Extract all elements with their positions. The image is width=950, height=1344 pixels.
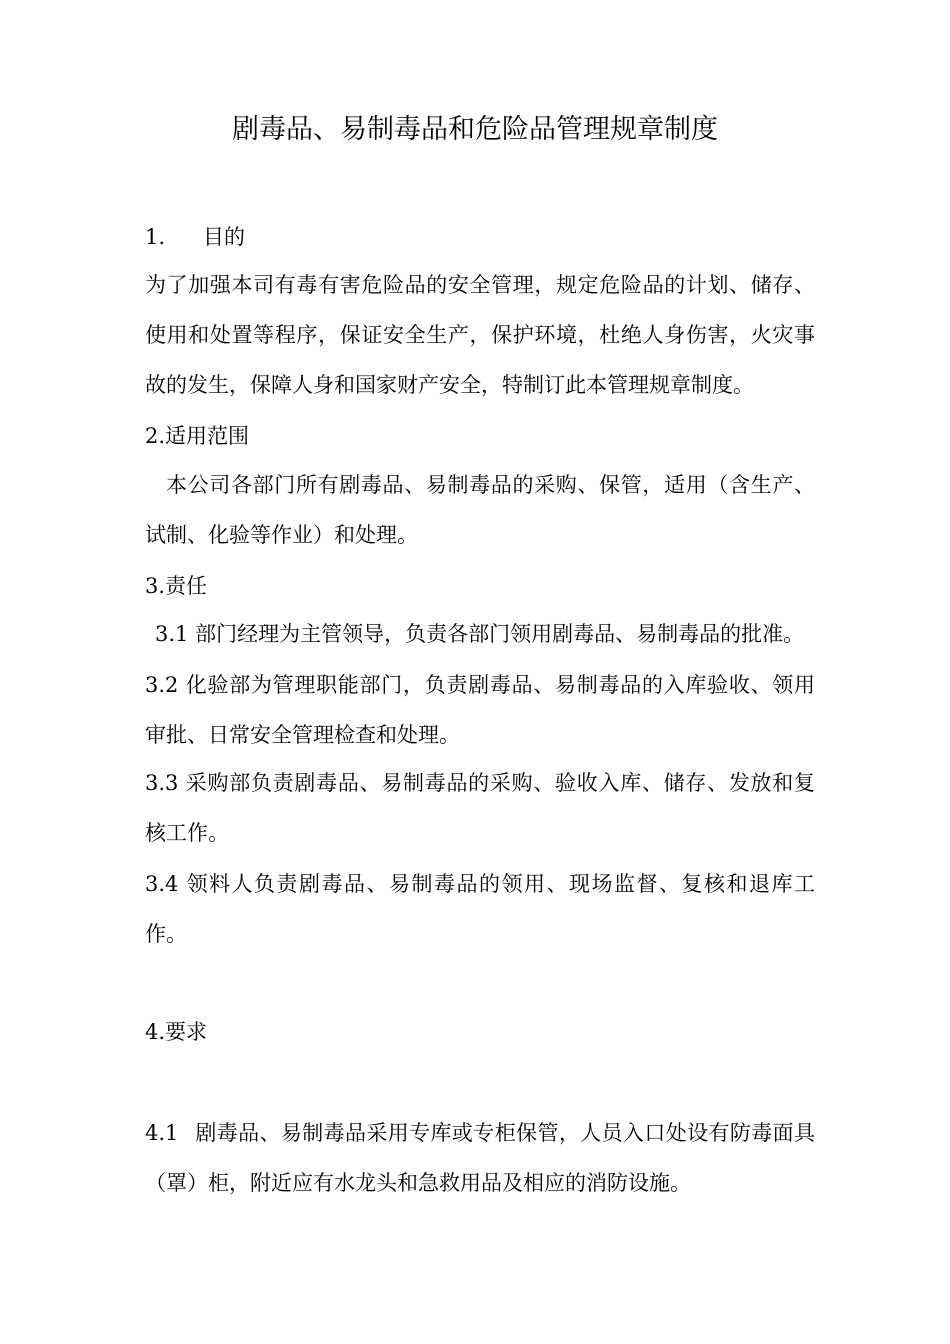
section-2-paragraph: 本公司各部门所有剧毒品、易制毒品的采购、保管，适用（含生产、试制、化验等作业）和处理。 [145,473,815,547]
section-1-heading [145,222,245,252]
section-4-item-4-1-text: 剧毒品、易制毒品采用专库或专柜保管，人员入口处设有防毒面具（罩）柜，附近应有水龙头和急救用品及相应的消防设施。 [145,1121,815,1195]
section-1-number: 1. [145,225,166,249]
section-3-item-3-2: 3.2 化验部为管理职能部门，负责剧毒品、易制毒品的入库验收、领用审批、日常安全管理检查和处理。 [145,673,815,747]
section-3-item-3-4: 3.4 领料人负责剧毒品、易制毒品的领用、现场监督、复核和退库工作。 [145,872,815,946]
section-3-item-3-1: 3.1 部门经理为主管领导，负责各部门领用剧毒品、易制毒品的批准。 [155,622,805,646]
section-4-item-4-1 [145,1108,815,1208]
section-4-item-4-1-number: 4.1 [145,1121,179,1145]
section-1-title: 目的 [203,225,245,249]
section-3-heading: 3.责任 [145,574,208,598]
section-4-heading: 4.要求 [145,1020,208,1044]
section-1-paragraph: 为了加强本司有毒有害危险品的安全管理，规定危险品的计划、储存、使用和处置等程序，保证安全生产，保护环境，杜绝人身伤害，火灾事故的发生，保障人身和国家财产安全，特制订此本管理规章制度。 [145,273,815,397]
section-2-heading: 2.适用范围 [145,424,250,448]
document-title: 剧毒品、易制毒品和危险品管理规章制度 [232,114,718,145]
section-3-item-3-3: 3.3 采购部负责剧毒品、易制毒品的采购、验收入库、储存、发放和复核工作。 [145,771,815,845]
